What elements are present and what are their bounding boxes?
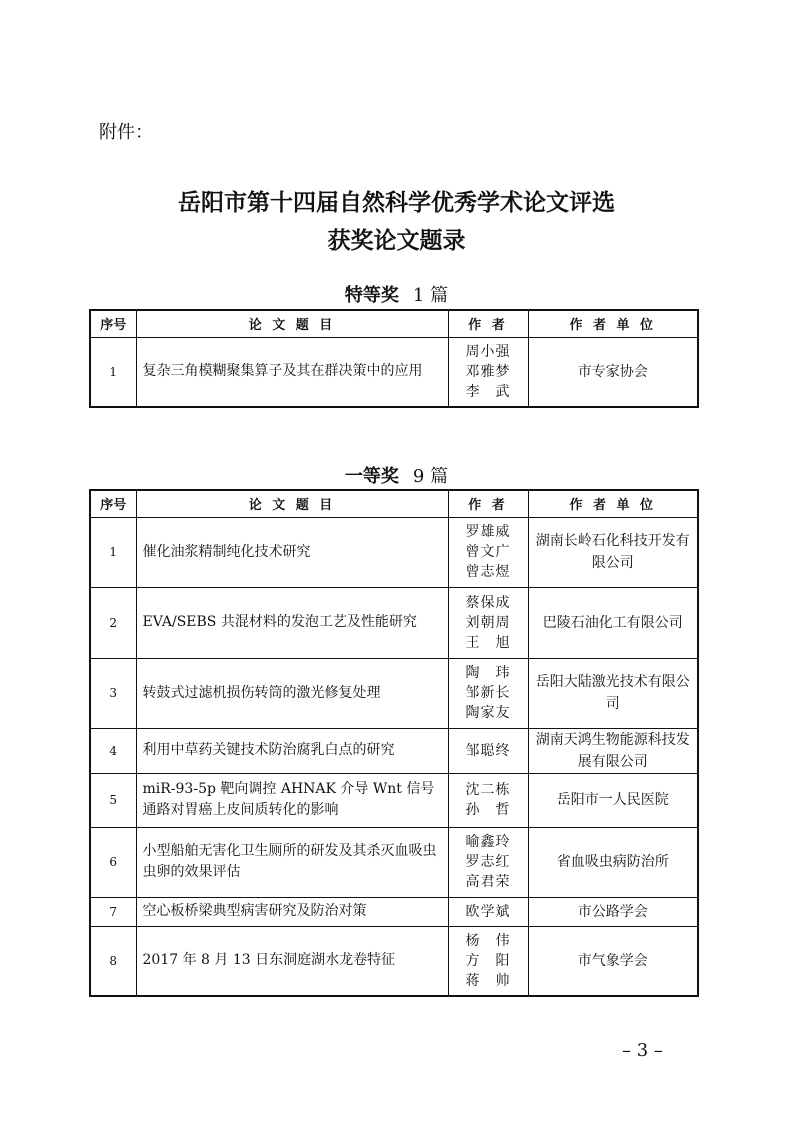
author-name: 蒋 帅 (465, 972, 511, 989)
award-count: 9 篇 (412, 466, 449, 487)
paper-title: 催化油浆精制纯化技术研究 (136, 517, 448, 587)
author-name: 高君荣 (465, 874, 511, 890)
authors (448, 926, 528, 996)
author-name: 曾志煜 (465, 564, 511, 580)
table-row (90, 658, 698, 728)
paper-title: 转鼓式过滤机损伤转筒的激光修复处理 (136, 658, 448, 728)
paper-title: miR-93-5p 靶向调控 AHNAK 介导 Wnt 信号通路对胃癌上皮间质转化的影响 (136, 773, 448, 827)
author-name: 刘朝周 (465, 614, 511, 631)
row-number: 4 (90, 728, 136, 773)
author-name: 邹新长 (465, 685, 511, 701)
author-unit: 岳阳市一人民医院 (528, 773, 698, 827)
authors (448, 897, 528, 926)
paper-title: 2017 年 8 月 13 日东洞庭湖水龙卷特征 (136, 926, 448, 996)
award-count: 1 篇 (412, 285, 449, 306)
table-row (90, 773, 698, 827)
author-name: 罗雄威 (465, 524, 511, 540)
table-row (90, 897, 698, 926)
author-name: 陶 玮 (465, 665, 511, 681)
header-author: 作 者 (448, 490, 528, 517)
first-award-heading (0, 462, 793, 488)
table-row (90, 517, 698, 587)
author-name: 周小强 (465, 343, 511, 360)
table-row (90, 827, 698, 897)
authors (448, 517, 528, 587)
row-number: 7 (90, 897, 136, 926)
author-unit: 市专家协会 (528, 337, 698, 407)
header-title: 论 文 题 目 (136, 310, 448, 337)
row-number: 5 (90, 773, 136, 827)
table-row (90, 728, 698, 773)
author-name: 喻鑫玲 (465, 834, 511, 850)
authors (448, 587, 528, 658)
header-author: 作 者 (448, 310, 528, 337)
author-unit: 湖南长岭石化科技开发有限公司 (528, 517, 698, 587)
page-title: 岳阳市第十四届自然科学优秀学术论文评选 (178, 190, 615, 216)
attachment-label: 附件： (99, 122, 153, 143)
authors (448, 773, 528, 827)
author-unit: 市气象学会 (528, 926, 698, 996)
author-name: 邓雅梦 (465, 363, 511, 380)
special-award-table (89, 309, 699, 408)
author-unit: 市公路学会 (528, 897, 698, 926)
header-unit: 作 者 单 位 (528, 310, 698, 337)
paper-title: 复杂三角模糊聚集算子及其在群决策中的应用 (136, 337, 448, 407)
author-name: 陶家友 (465, 705, 511, 721)
author-unit: 湖南天鸿生物能源科技发展有限公司 (528, 728, 698, 773)
table-row (90, 926, 698, 996)
author-unit: 巴陵石油化工有限公司 (528, 587, 698, 658)
paper-title: 小型船舶无害化卫生厕所的研发及其杀灭血吸虫虫卵的效果评估 (136, 827, 448, 897)
author-name: 沈二栋 (465, 782, 511, 798)
page-subtitle: 获奖论文题录 (327, 228, 466, 254)
special-award-heading (0, 281, 793, 307)
author-name: 李 武 (465, 383, 511, 400)
paper-title: 利用中草药关键技术防治腐乳白点的研究 (136, 728, 448, 773)
author-name: 欧学斌 (465, 903, 511, 920)
authors (448, 337, 528, 407)
author-name: 罗志红 (465, 854, 511, 870)
author-name: 孙 哲 (465, 802, 511, 818)
award-name: 一等奖 (344, 466, 399, 487)
authors (448, 658, 528, 728)
author-name: 蔡保成 (465, 594, 511, 611)
first-award-table (89, 489, 699, 997)
author-name: 邹聪终 (465, 742, 511, 759)
award-name: 特等奖 (344, 285, 399, 306)
header-title: 论 文 题 目 (136, 490, 448, 517)
row-number: 2 (90, 587, 136, 658)
page-number: – 3 – (622, 1040, 663, 1061)
header-seq: 序号 (90, 310, 136, 337)
author-name: 方 阳 (465, 952, 511, 969)
authors (448, 728, 528, 773)
table-row (90, 587, 698, 658)
row-number: 3 (90, 658, 136, 728)
author-name: 曾文广 (465, 544, 511, 560)
row-number: 1 (90, 337, 136, 407)
table-row (90, 337, 698, 407)
author-name: 杨 伟 (465, 932, 511, 949)
paper-title: 空心板桥梁典型病害研究及防治对策 (136, 897, 448, 926)
authors (448, 827, 528, 897)
row-number: 8 (90, 926, 136, 996)
row-number: 6 (90, 827, 136, 897)
author-unit: 省血吸虫病防治所 (528, 827, 698, 897)
header-seq: 序号 (90, 490, 136, 517)
paper-title: EVA/SEBS 共混材料的发泡工艺及性能研究 (136, 587, 448, 658)
header-unit: 作 者 单 位 (528, 490, 698, 517)
author-unit: 岳阳大陆激光技术有限公司 (528, 658, 698, 728)
row-number: 1 (90, 517, 136, 587)
author-name: 王 旭 (465, 634, 511, 651)
